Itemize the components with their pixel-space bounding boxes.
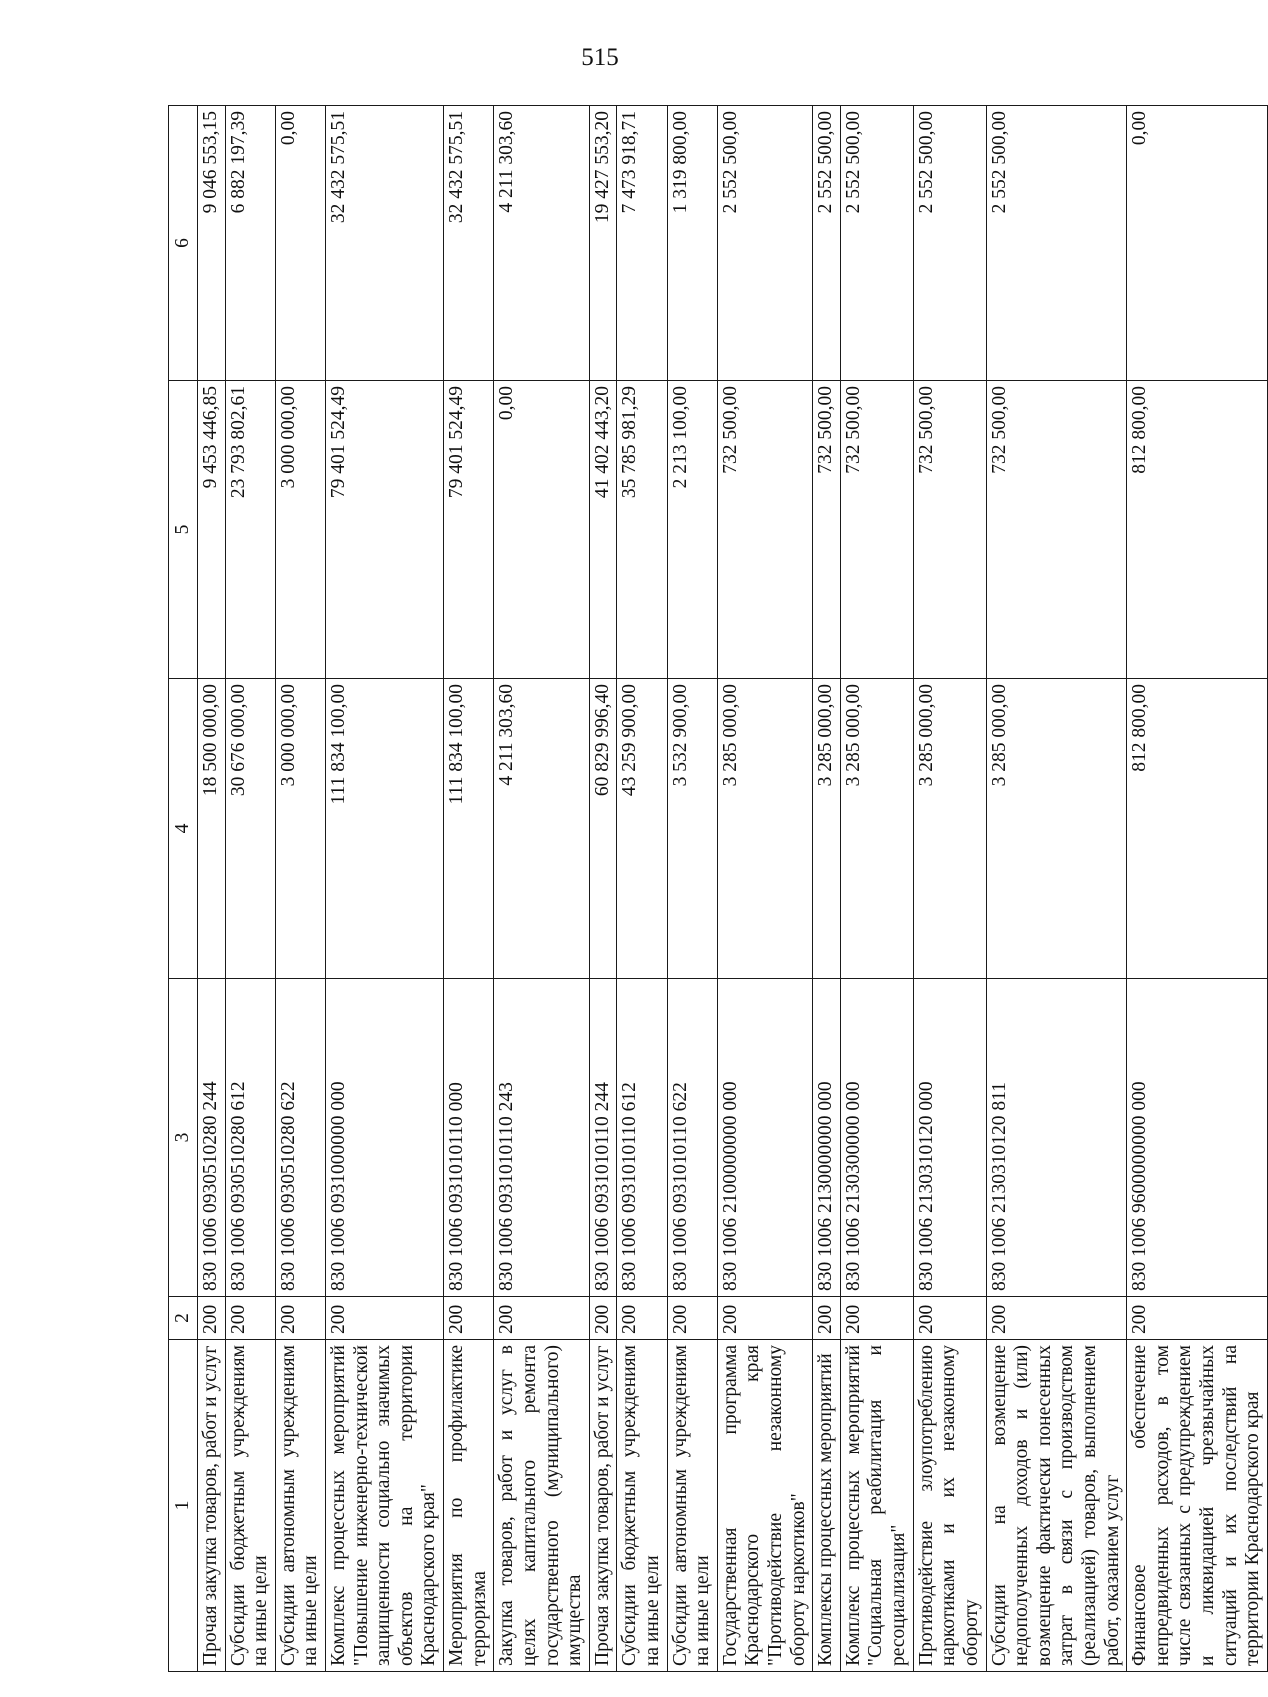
table-row <box>813 106 841 1672</box>
header-col-1: 1 <box>169 1340 198 1672</box>
cell-col2: 200 <box>326 1297 444 1340</box>
table-row <box>1127 106 1268 1672</box>
cell-value-5: 79 401 524,49 <box>444 381 494 679</box>
cell-name: Закупка товаров, работ и услуг в целях капитального ремонта государственного (муниципального) имущества <box>494 1340 589 1672</box>
cell-col2: 200 <box>717 1297 812 1340</box>
cell-value-6: 7 473 918,71 <box>617 106 667 381</box>
cell-col2: 200 <box>275 1297 325 1340</box>
cell-col2: 200 <box>913 1297 986 1340</box>
cell-name: Финансовое обеспечение непредвиденных расходов, в том числе связанных с предупреждением и ликвидацией чрезвычайных ситуаций и их последствий на территории Краснодарского края <box>1127 1340 1268 1672</box>
rotated-table-container <box>168 106 1264 1672</box>
cell-name: Субсидии автономным учреждениям на иные цели <box>667 1340 717 1672</box>
cell-value-5: 79 401 524,49 <box>326 381 444 679</box>
header-col-6: 6 <box>169 106 198 381</box>
header-col-5: 5 <box>169 381 198 679</box>
cell-col2: 200 <box>225 1297 275 1340</box>
cell-value-4: 3 532 900,00 <box>667 679 717 979</box>
cell-value-5: 732 500,00 <box>717 381 812 679</box>
header-col-4: 4 <box>169 679 198 979</box>
cell-code: 830 1006 2100000000 000 <box>717 979 812 1297</box>
cell-value-5: 41 402 443,20 <box>589 381 617 679</box>
table-row <box>840 106 913 1672</box>
cell-value-5: 9 453 446,85 <box>198 381 226 679</box>
cell-value-4: 812 800,00 <box>1127 679 1268 979</box>
table-row <box>494 106 589 1672</box>
cell-code: 830 1006 2130000000 000 <box>813 979 841 1297</box>
cell-value-6: 1 319 800,00 <box>667 106 717 381</box>
cell-code: 830 1006 2130310120 000 <box>913 979 986 1297</box>
cell-value-4: 3 285 000,00 <box>813 679 841 979</box>
cell-name: Мероприятия по профилактике терроризма <box>444 1340 494 1672</box>
cell-col2: 200 <box>986 1297 1127 1340</box>
cell-code: 830 1006 0930510280 612 <box>225 979 275 1297</box>
cell-value-4: 3 285 000,00 <box>840 679 913 979</box>
cell-name: Субсидии на возмещение недополученных доходов и (или) возмещение фактически понесенных затрат в связи с производством (реализацией) товаров, выполнением работ, оказанием услуг <box>986 1340 1127 1672</box>
cell-value-6: 2 552 500,00 <box>813 106 841 381</box>
cell-value-6: 0,00 <box>275 106 325 381</box>
cell-name: Прочая закупка товаров, работ и услуг <box>589 1340 617 1672</box>
header-row <box>169 106 198 1672</box>
cell-value-5: 812 800,00 <box>1127 381 1268 679</box>
cell-value-5: 732 500,00 <box>913 381 986 679</box>
cell-name: Противодействие злоупотреблению наркотиками и их незаконному обороту <box>913 1340 986 1672</box>
cell-col2: 200 <box>617 1297 667 1340</box>
table-row <box>617 106 667 1672</box>
cell-code: 830 1006 9600000000 000 <box>1127 979 1268 1297</box>
cell-value-6: 2 552 500,00 <box>913 106 986 381</box>
cell-value-5: 3 000 000,00 <box>275 381 325 679</box>
table-row <box>198 106 226 1672</box>
cell-name: Комплекс процессных мероприятий "Социальная реабилитация и ресоциализация" <box>840 1340 913 1672</box>
cell-value-6: 32 432 575,51 <box>444 106 494 381</box>
header-col-3: 3 <box>169 979 198 1297</box>
cell-value-5: 0,00 <box>494 381 589 679</box>
cell-value-4: 111 834 100,00 <box>444 679 494 979</box>
cell-value-5: 23 793 802,61 <box>225 381 275 679</box>
cell-value-4: 30 676 000,00 <box>225 679 275 979</box>
cell-code: 830 1006 0931010110 244 <box>589 979 617 1297</box>
cell-name: Прочая закупка товаров, работ и услуг <box>198 1340 226 1672</box>
cell-col2: 200 <box>1127 1297 1268 1340</box>
table-row <box>667 106 717 1672</box>
cell-code: 830 1006 2130310120 811 <box>986 979 1127 1297</box>
table-row <box>326 106 444 1672</box>
cell-name: Субсидии бюджетным учреждениям на иные цели <box>225 1340 275 1672</box>
cell-name: Субсидии бюджетным учреждениям на иные цели <box>617 1340 667 1672</box>
cell-code: 830 1006 0931000000 000 <box>326 979 444 1297</box>
cell-value-5: 35 785 981,29 <box>617 381 667 679</box>
cell-value-4: 4 211 303,60 <box>494 679 589 979</box>
cell-name: Субсидии автономным учреждениям на иные цели <box>275 1340 325 1672</box>
table-body <box>198 106 1268 1672</box>
table-row <box>717 106 812 1672</box>
cell-value-6: 0,00 <box>1127 106 1268 381</box>
cell-value-4: 18 500 000,00 <box>198 679 226 979</box>
page-number: 515 <box>581 44 619 71</box>
cell-value-6: 32 432 575,51 <box>326 106 444 381</box>
cell-code: 830 1006 2130300000 000 <box>840 979 913 1297</box>
cell-name: Комплекс процессных мероприятий "Повышение инженерно-технической защищенности социально значимых объектов на территории Краснодарского края" <box>326 1340 444 1672</box>
table-row <box>589 106 617 1672</box>
table-row <box>225 106 275 1672</box>
table-row <box>913 106 986 1672</box>
cell-col2: 200 <box>840 1297 913 1340</box>
cell-value-5: 732 500,00 <box>840 381 913 679</box>
cell-value-5: 732 500,00 <box>986 381 1127 679</box>
cell-value-4: 3 285 000,00 <box>913 679 986 979</box>
cell-value-5: 2 213 100,00 <box>667 381 717 679</box>
budget-table <box>168 105 1268 1672</box>
cell-code: 830 1006 0931010110 000 <box>444 979 494 1297</box>
cell-name: Государственная программа Краснодарского края "Противодействие незаконному обороту наркотиков" <box>717 1340 812 1672</box>
cell-col2: 200 <box>667 1297 717 1340</box>
cell-value-6: 2 552 500,00 <box>840 106 913 381</box>
cell-value-6: 2 552 500,00 <box>717 106 812 381</box>
cell-value-6: 4 211 303,60 <box>494 106 589 381</box>
cell-col2: 200 <box>444 1297 494 1340</box>
cell-code: 830 1006 0931010110 622 <box>667 979 717 1297</box>
cell-value-6: 19 427 553,20 <box>589 106 617 381</box>
cell-value-4: 60 829 996,40 <box>589 679 617 979</box>
cell-value-6: 9 046 553,15 <box>198 106 226 381</box>
table-row <box>275 106 325 1672</box>
cell-col2: 200 <box>813 1297 841 1340</box>
cell-code: 830 1006 0930510280 244 <box>198 979 226 1297</box>
cell-value-4: 3 000 000,00 <box>275 679 325 979</box>
cell-value-6: 6 882 197,39 <box>225 106 275 381</box>
cell-value-5: 732 500,00 <box>813 381 841 679</box>
cell-code: 830 1006 0931010110 612 <box>617 979 667 1297</box>
cell-col2: 200 <box>494 1297 589 1340</box>
cell-col2: 200 <box>589 1297 617 1340</box>
header-col-2: 2 <box>169 1297 198 1340</box>
table-header <box>169 106 198 1672</box>
cell-value-4: 3 285 000,00 <box>717 679 812 979</box>
cell-code: 830 1006 0930510280 622 <box>275 979 325 1297</box>
cell-name: Комплексы процессных мероприятий <box>813 1340 841 1672</box>
cell-col2: 200 <box>198 1297 226 1340</box>
cell-value-6: 2 552 500,00 <box>986 106 1127 381</box>
cell-value-4: 111 834 100,00 <box>326 679 444 979</box>
cell-code: 830 1006 0931010110 243 <box>494 979 589 1297</box>
table-row <box>986 106 1127 1672</box>
cell-value-4: 43 259 900,00 <box>617 679 667 979</box>
cell-value-4: 3 285 000,00 <box>986 679 1127 979</box>
table-row <box>444 106 494 1672</box>
